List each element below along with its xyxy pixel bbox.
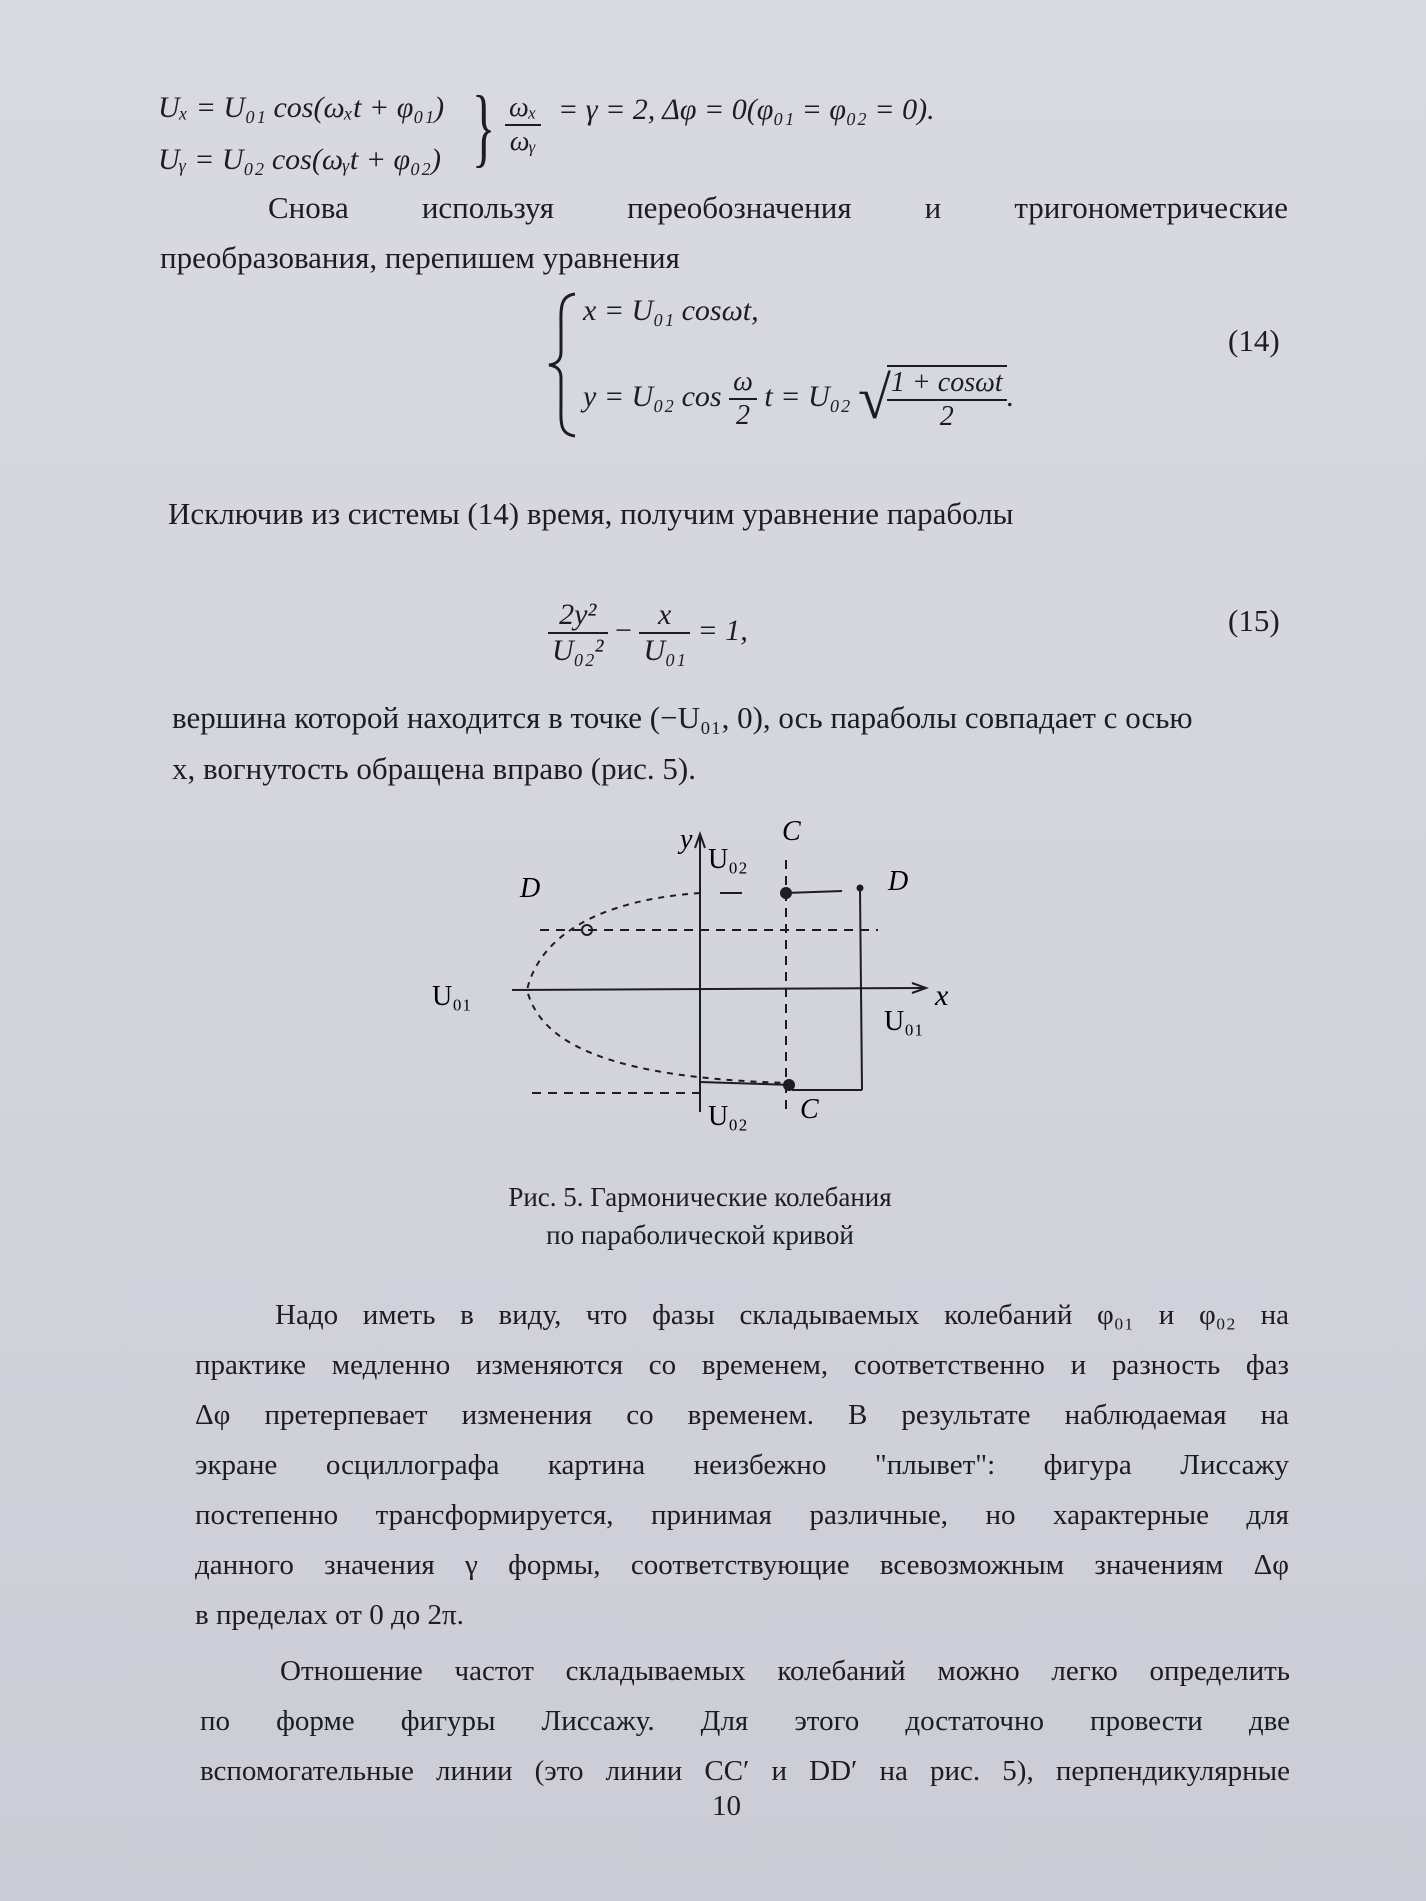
formula-uy: Uᵧ = U₀₂ cos(ωᵧt + φ₀₂)	[158, 143, 441, 176]
eq14-y-mid: t = U₀₂	[764, 380, 851, 413]
p4-line-7: в пределах от 0 до 2π.	[195, 1599, 464, 1631]
label-y: y	[680, 824, 693, 855]
label-c-top: C	[782, 816, 801, 847]
right-brace: }	[472, 79, 496, 176]
eq14-y-left: y = U₀₂ cos	[583, 380, 722, 413]
p4-line-2: практике медленно изменяются со временем, соответственно и разность фаз	[195, 1349, 1289, 1381]
eq14-sqrt-den: 2	[939, 401, 954, 433]
eq14-sqrt-num: 1 + cosωt	[887, 367, 1007, 401]
p5-line-1: Отношение частот складываемых колебаний можно легко определить	[280, 1655, 1290, 1687]
eq15-num1: 2y²	[548, 598, 608, 634]
point-c-bottom	[783, 1079, 795, 1091]
formula-ux: Uₓ = U₀₁ cos(ωₓt + φ₀₁)	[158, 91, 445, 124]
label-u02-top: U₀₂	[708, 844, 748, 875]
label-u02-bottom: U₀₂	[708, 1101, 748, 1132]
p1-word: и	[924, 190, 942, 225]
frequency-ratio	[505, 92, 541, 158]
paragraph-5	[200, 1646, 1290, 1796]
figure-caption-line-2: по параболической кривой	[546, 1220, 854, 1250]
p5-line-3: вспомогательные линии (это линии CC′ и DD′ на рис. 5), перпендикулярные	[200, 1755, 1290, 1787]
paragraph-2: Исключив из системы (14) время, получим уравнение параболы	[168, 496, 1014, 531]
paragraph-3-line-1: вершина которой находится в точке (−U₀₁, 0), ось параболы совпадает с осью	[172, 700, 1193, 735]
solid-line-top	[786, 891, 842, 893]
p4-line-1: Надо иметь в виду, что фазы складываемых колебаний φ₀₁ и φ₀₂ на	[275, 1299, 1289, 1331]
equation-14-number: (14)	[1228, 323, 1280, 358]
paragraph-1-line-2: преобразования, перепишем уравнения	[160, 240, 680, 275]
eq14-line-x: x = U₀₁ cosωt,	[583, 294, 759, 327]
p1-word: используя	[421, 190, 555, 225]
label-c-bottom: C	[800, 1094, 819, 1125]
paragraph-3-line-2: x, вогнутость обращена вправо (рис. 5).	[172, 751, 697, 786]
label-u01-right: U₀₁	[884, 1006, 924, 1037]
p1-word: переобозначения	[627, 190, 852, 225]
label-x: x	[935, 979, 949, 1012]
equation-15	[548, 598, 748, 668]
x-axis	[512, 988, 925, 990]
solid-line-right	[860, 888, 862, 1090]
eq14-half-num: ω	[729, 366, 757, 400]
point-d-right	[857, 885, 864, 892]
p4-line-4: экране осциллографа картина неизбежно "плывет": фигура Лиссажу	[195, 1449, 1289, 1481]
ratio-numerator: ωₓ	[505, 92, 541, 126]
label-u01-left: U₀₁	[432, 981, 472, 1012]
label-d-left: D	[520, 873, 541, 904]
paragraph-1-line-1	[268, 190, 1288, 226]
eq14-line-y	[583, 364, 1014, 433]
sqrt-symbol: √	[857, 365, 891, 431]
label-d-right: D	[888, 866, 909, 897]
eq14-end: .	[1006, 380, 1015, 413]
p4-line-6: данного значения γ формы, соответствующие всевозможным значениям Δφ	[195, 1549, 1289, 1581]
figure-caption-line-1: Рис. 5. Гармонические колебания	[508, 1182, 892, 1212]
eq15-den1: U₀₂²	[552, 634, 604, 667]
eq14-half-den: 2	[735, 400, 750, 432]
p4-line-5: постепенно трансформируется, принимая различные, но характерные для	[195, 1499, 1289, 1531]
page-number: 10	[712, 1790, 741, 1822]
point-c-top	[780, 887, 792, 899]
eq15-rest: = 1,	[697, 613, 748, 647]
ratio-denominator: ωᵧ	[509, 126, 536, 157]
figure-5-diagram	[420, 810, 980, 1140]
paragraph-4	[195, 1290, 1289, 1640]
p1-word: Снова	[268, 190, 349, 225]
eq15-den2: U₀₁	[643, 634, 686, 667]
ratio-rest: = γ = 2, Δφ = 0(φ₀₁ = φ₀₂ = 0).	[558, 93, 935, 126]
p4-line-3: Δφ претерпевает изменения со временем. В результате наблюдаемая на	[195, 1399, 1289, 1431]
eq15-num2: x	[639, 598, 690, 634]
equation-14	[545, 290, 1015, 440]
p5-line-2: по форме фигуры Лиссажу. Для этого достаточно провести две	[200, 1705, 1290, 1737]
equation-15-number: (15)	[1228, 603, 1280, 638]
left-brace-14	[545, 290, 585, 440]
p1-word: тригонометрические	[1014, 190, 1288, 225]
eq15-minus: −	[615, 613, 632, 647]
